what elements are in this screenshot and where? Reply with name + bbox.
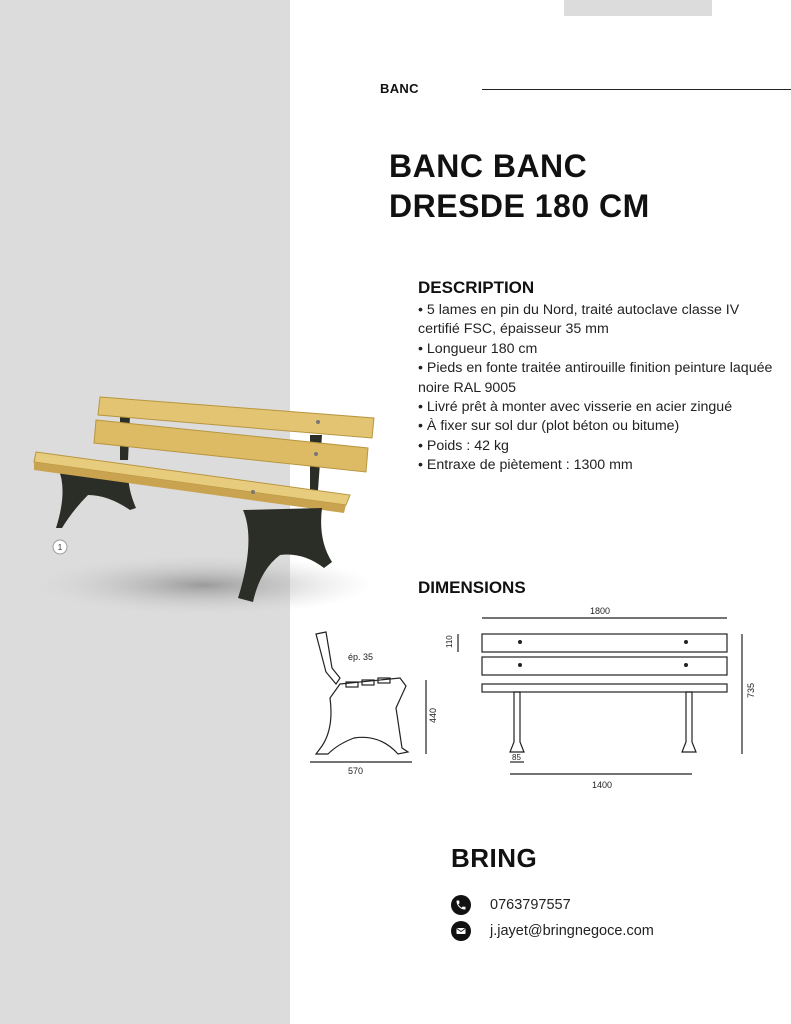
phone-number[interactable]: 0763797557 [490, 897, 571, 913]
description-line: • Poids : 42 kg [418, 437, 509, 454]
description-list [418, 301, 778, 476]
dimensions-title: DIMENSIONS [418, 578, 526, 597]
description-line: • Entraxe de piètement : 1300 mm [418, 457, 633, 474]
description-title: DESCRIPTION [418, 278, 535, 297]
side-depth-label: 570 [348, 766, 364, 776]
front-view-drawing [440, 602, 760, 802]
header-rule [482, 89, 791, 90]
bench-product-image [28, 380, 378, 620]
side-seat-height-label: 440 [428, 707, 438, 723]
top-gray-tab [564, 0, 712, 16]
front-slat-label: 110 [445, 635, 454, 648]
email-address[interactable]: j.jayet@bringnegoce.com [490, 923, 654, 939]
side-thickness-label: ép. 35 [348, 652, 374, 662]
front-length-label: 1800 [589, 606, 611, 616]
email-icon [451, 921, 471, 941]
category-label: BANC [380, 81, 419, 96]
image-badge: 1 [57, 543, 63, 552]
brand-name: BRING [451, 843, 538, 873]
product-title-line-2: DRESDE 180 CM [389, 188, 650, 224]
phone-row [451, 895, 571, 915]
description-line: certifié FSC, épaisseur 35 mm [418, 321, 609, 338]
description-line: • Longueur 180 cm [418, 340, 538, 357]
side-view-drawing [300, 628, 450, 778]
product-title-line-1: BANC BANC [389, 148, 588, 184]
front-foot-label: 85 [512, 753, 521, 762]
phone-icon [451, 895, 471, 915]
description-line: • Pieds en fonte traitée antirouille finition peinture laquée noire RAL 9005 [418, 360, 773, 396]
front-span-label: 1400 [591, 780, 613, 790]
description-line: • À fixer sur sol dur (plot béton ou bitume) [418, 418, 680, 435]
description-line: • Livré prêt à monter avec visserie en acier zingué [418, 399, 733, 416]
description-line: • 5 lames en pin du Nord, traité autoclave classe IV [418, 302, 740, 318]
email-row [451, 921, 654, 941]
product-title [389, 146, 779, 226]
front-height-label: 735 [746, 682, 756, 698]
